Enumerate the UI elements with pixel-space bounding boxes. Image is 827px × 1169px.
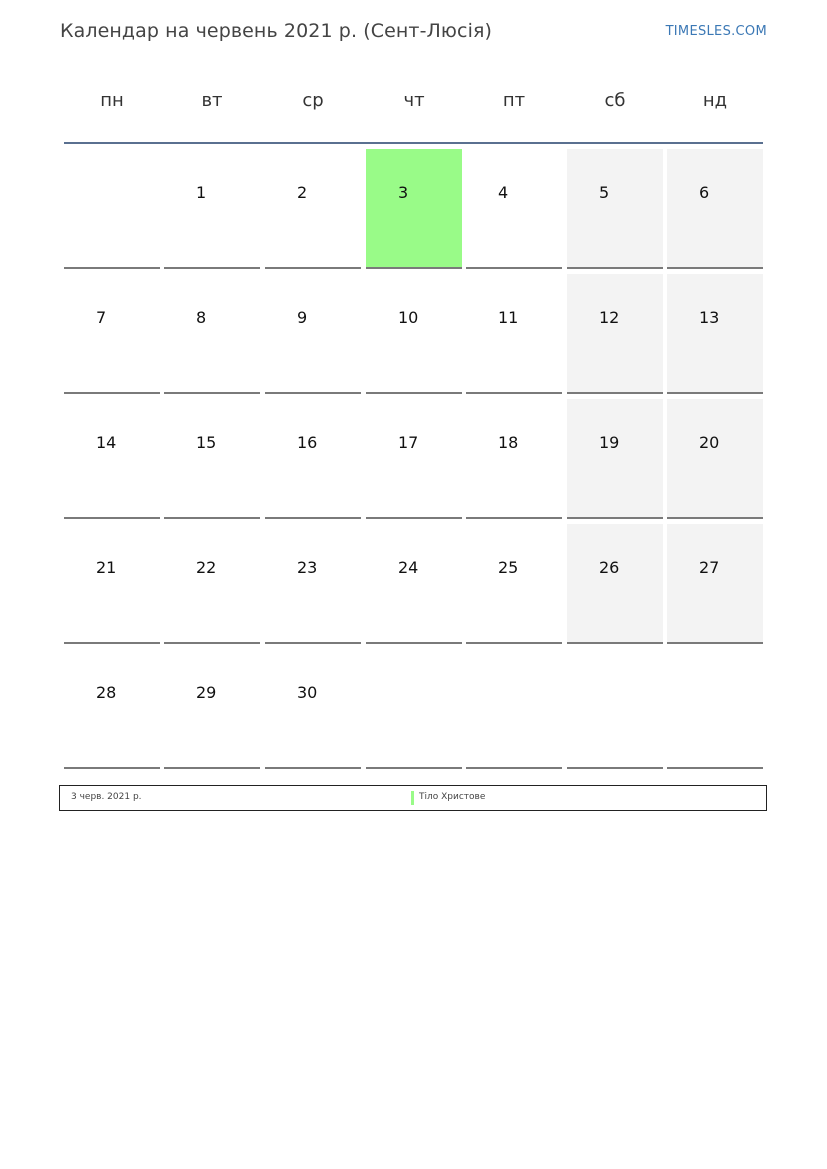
day-cell <box>164 274 260 394</box>
day-number: 19 <box>599 433 620 452</box>
day-cell <box>466 524 562 644</box>
day-cell <box>265 399 361 519</box>
day-cell <box>667 399 763 519</box>
day-cell <box>466 399 562 519</box>
day-cell <box>164 399 260 519</box>
weekday-tue: вт <box>201 90 223 111</box>
day-cell <box>466 149 562 269</box>
day-cell <box>667 149 763 269</box>
day-number: 10 <box>398 308 419 327</box>
day-number: 22 <box>196 558 217 577</box>
weekday-sat: сб <box>604 90 626 111</box>
day-number: 25 <box>498 558 519 577</box>
day-cell <box>567 274 663 394</box>
site-link[interactable]: TIMESLES.COM <box>665 24 767 39</box>
weekday-wed: ср <box>302 90 324 111</box>
day-cell <box>667 524 763 644</box>
page-header <box>60 18 767 48</box>
day-number: 2 <box>297 183 308 202</box>
day-cell <box>567 524 663 644</box>
day-number: 7 <box>96 308 107 327</box>
day-number: 21 <box>96 558 117 577</box>
day-number: 11 <box>498 308 519 327</box>
day-number: 16 <box>297 433 318 452</box>
day-cell <box>64 524 160 644</box>
weekday-mon: пн <box>100 90 124 111</box>
day-cell <box>366 649 462 769</box>
day-number: 14 <box>96 433 117 452</box>
day-cell <box>366 399 462 519</box>
day-cell <box>164 149 260 269</box>
day-number: 9 <box>297 308 308 327</box>
day-number: 6 <box>699 183 710 202</box>
legend-color-marker <box>411 791 414 805</box>
day-cell <box>667 649 763 769</box>
day-cell <box>567 399 663 519</box>
day-number: 4 <box>498 183 509 202</box>
day-number: 12 <box>599 308 620 327</box>
page-title: Календар на червень 2021 р. (Сент-Люсія) <box>60 20 492 42</box>
day-cell <box>366 149 462 269</box>
day-number: 5 <box>599 183 610 202</box>
day-cell <box>64 274 160 394</box>
day-cell <box>64 649 160 769</box>
day-number: 23 <box>297 558 318 577</box>
calendar-grid <box>64 149 764 774</box>
weekday-header-row <box>64 90 763 120</box>
day-cell <box>466 649 562 769</box>
day-cell <box>64 149 160 269</box>
day-number: 8 <box>196 308 207 327</box>
day-cell <box>667 274 763 394</box>
day-number: 26 <box>599 558 620 577</box>
day-number: 18 <box>498 433 519 452</box>
day-number: 20 <box>699 433 720 452</box>
day-number: 24 <box>398 558 419 577</box>
weekday-thu: чт <box>403 90 425 111</box>
weekday-sun: нд <box>702 90 728 111</box>
day-number: 28 <box>96 683 117 702</box>
day-cell <box>567 149 663 269</box>
day-cell <box>366 524 462 644</box>
day-number: 17 <box>398 433 419 452</box>
day-cell <box>265 649 361 769</box>
day-number: 29 <box>196 683 217 702</box>
day-cell <box>567 649 663 769</box>
day-cell <box>366 274 462 394</box>
day-number: 3 <box>398 183 409 202</box>
day-cell <box>466 274 562 394</box>
legend-date: 3 черв. 2021 р. <box>71 792 142 802</box>
day-number: 30 <box>297 683 318 702</box>
weekday-fri: пт <box>502 90 526 111</box>
day-cell <box>265 149 361 269</box>
header-divider <box>64 142 763 144</box>
day-cell <box>164 649 260 769</box>
day-number: 1 <box>196 183 207 202</box>
day-number: 15 <box>196 433 217 452</box>
day-cell <box>64 399 160 519</box>
day-cell <box>164 524 260 644</box>
day-number: 13 <box>699 308 720 327</box>
day-cell <box>265 524 361 644</box>
day-cell <box>265 274 361 394</box>
holiday-legend <box>59 785 767 811</box>
day-number: 27 <box>699 558 720 577</box>
legend-holiday-name: Тіло Христове <box>419 792 486 802</box>
